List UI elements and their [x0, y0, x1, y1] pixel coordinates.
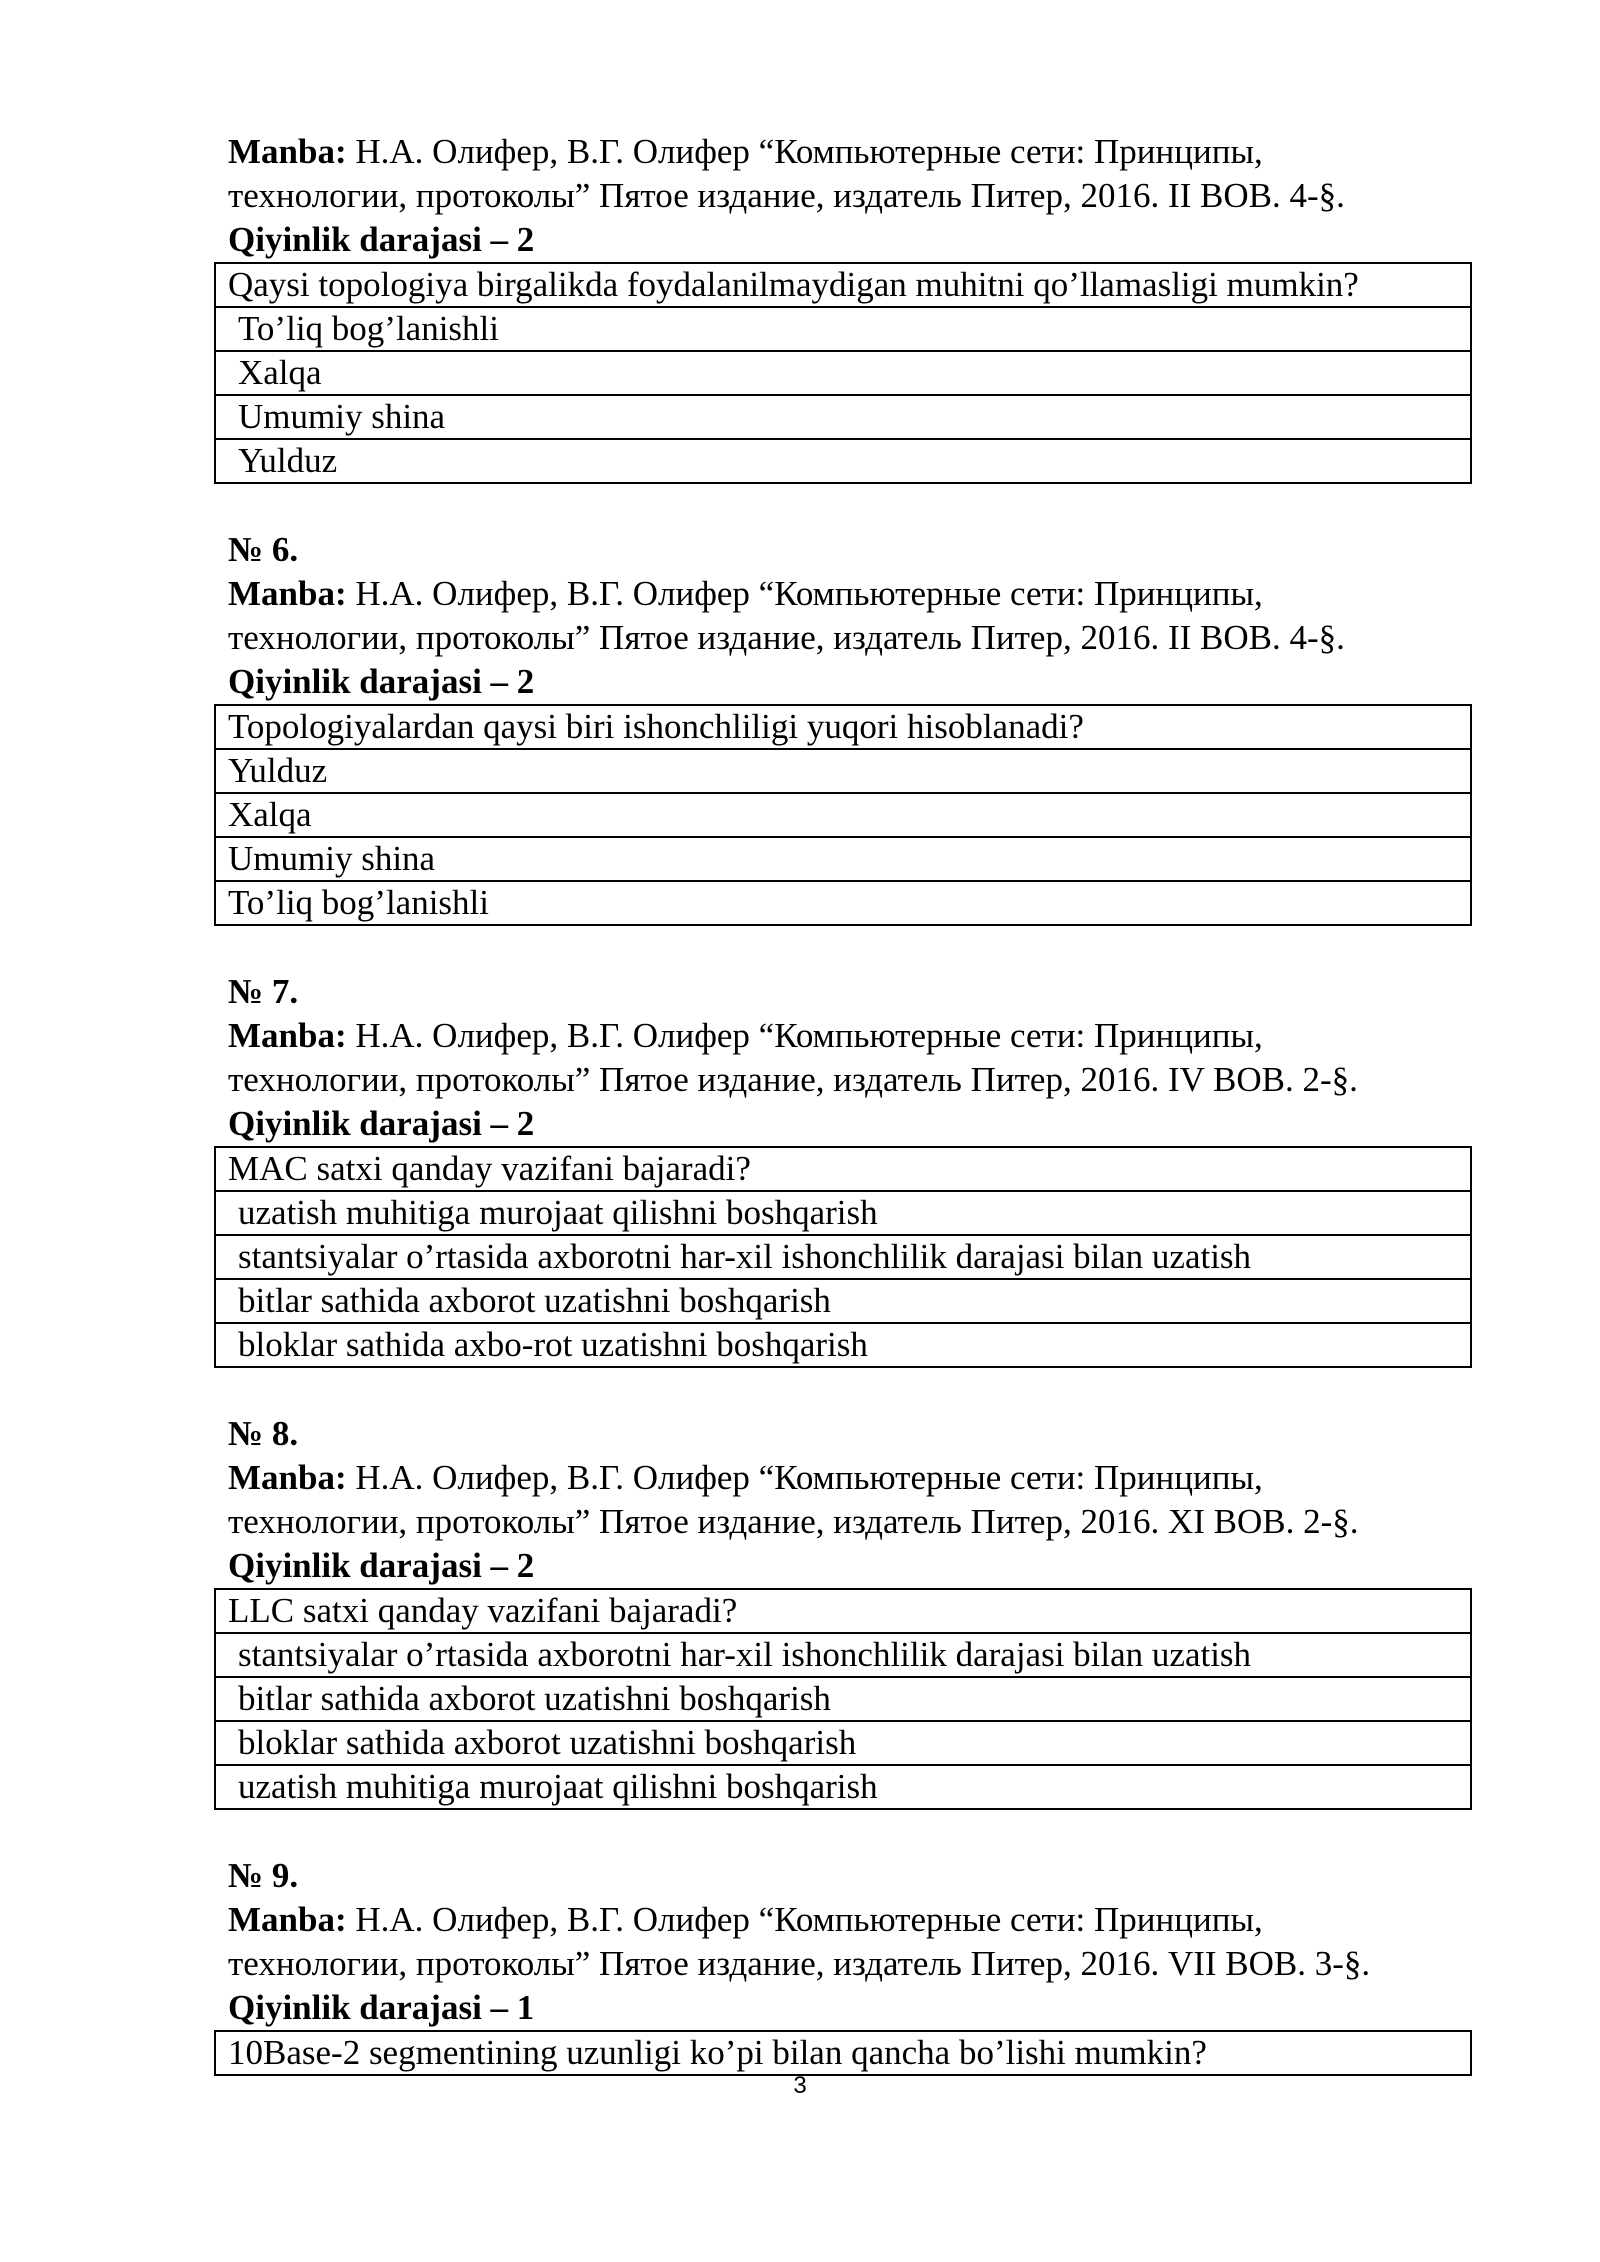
source-text: Н.А. Олифер, В.Г. Олифер “Компьютерные сети: Принципы, — [346, 1458, 1263, 1497]
difficulty-level: Qiyinlik darajasi – 2 — [228, 1104, 535, 1143]
difficulty-level: Qiyinlik darajasi – 1 — [228, 1988, 535, 2027]
answer-option: To’liq bog’lanishli — [215, 881, 1471, 925]
source-line — [228, 1898, 1472, 1942]
answer-option: uzatish muhitiga murojaat qilishni boshqarish — [215, 1765, 1471, 1809]
answer-option: Umumiy shina — [215, 395, 1471, 439]
question-number: № 8. — [228, 1414, 299, 1453]
question-block-8 — [228, 1412, 1472, 1810]
difficulty-level: Qiyinlik darajasi – 2 — [228, 1546, 535, 1585]
source-line — [228, 130, 1472, 174]
spacer — [228, 1368, 1472, 1412]
question-number: № 7. — [228, 972, 299, 1011]
page-number: 3 — [793, 2072, 807, 2099]
answer-option: uzatish muhitiga murojaat qilishni boshqarish — [215, 1191, 1471, 1235]
spacer — [228, 484, 1472, 528]
question-table — [214, 704, 1472, 926]
question-number: № 6. — [228, 530, 299, 569]
answer-option: bloklar sathida axborot uzatishni boshqarish — [215, 1721, 1471, 1765]
source-line — [228, 1014, 1472, 1058]
source-text: Н.А. Олифер, В.Г. Олифер “Компьютерные сети: Принципы, — [346, 1016, 1263, 1055]
answer-option: bitlar sathida axborot uzatishni boshqarish — [215, 1677, 1471, 1721]
answer-option: To’liq bog’lanishli — [215, 307, 1471, 351]
spacer — [228, 926, 1472, 970]
source-label: Manba: — [228, 1458, 347, 1497]
answer-option: Umumiy shina — [215, 837, 1471, 881]
source-label: Manba: — [228, 1016, 347, 1055]
source-text: Н.А. Олифер, В.Г. Олифер “Компьютерные сети: Принципы, — [346, 132, 1263, 171]
question-text: Qaysi topologiya birgalikda foydalanilmaydigan muhitni qo’llamasligi mumkin? — [215, 263, 1471, 307]
page-content — [228, 130, 1472, 2076]
difficulty-level: Qiyinlik darajasi – 2 — [228, 662, 535, 701]
answer-option: Yulduz — [215, 749, 1471, 793]
question-table — [214, 2030, 1472, 2076]
answer-option: Xalqa — [215, 351, 1471, 395]
question-table — [214, 1588, 1472, 1810]
source-line-2: технологии, протоколы” Пятое издание, издатель Питер, 2016. XI BOB. 2-§. — [228, 1502, 1359, 1541]
question-table — [214, 1146, 1472, 1368]
answer-option: stantsiyalar o’rtasida axborotni har-xil ishonchlilik darajasi bilan uzatish — [215, 1235, 1471, 1279]
source-label: Manba: — [228, 574, 347, 613]
difficulty-level: Qiyinlik darajasi – 2 — [228, 220, 535, 259]
source-line-2: технологии, протоколы” Пятое издание, издатель Питер, 2016. II BOB. 4-§. — [228, 176, 1345, 215]
source-label: Manba: — [228, 1900, 347, 1939]
source-line-2: технологии, протоколы” Пятое издание, издатель Питер, 2016. VII BOB. 3-§. — [228, 1944, 1371, 1983]
answer-option: Xalqa — [215, 793, 1471, 837]
source-text: Н.А. Олифер, В.Г. Олифер “Компьютерные сети: Принципы, — [346, 574, 1263, 613]
spacer — [228, 1810, 1472, 1854]
source-text: Н.А. Олифер, В.Г. Олифер “Компьютерные сети: Принципы, — [346, 1900, 1263, 1939]
question-text: Topologiyalardan qaysi biri ishonchliligi yuqori hisoblanadi? — [215, 705, 1471, 749]
source-line — [228, 572, 1472, 616]
answer-option: bloklar sathida axbo-rot uzatishni boshqarish — [215, 1323, 1471, 1367]
source-label: Manba: — [228, 132, 347, 171]
answer-option: Yulduz — [215, 439, 1471, 483]
question-block-7 — [228, 970, 1472, 1368]
source-line-2: технологии, протоколы” Пятое издание, издатель Питер, 2016. II BOB. 4-§. — [228, 618, 1345, 657]
source-line — [228, 1456, 1472, 1500]
question-block-9 — [228, 1854, 1472, 2076]
question-text: 10Base-2 segmentining uzunligi ko’pi bilan qancha bo’lishi mumkin? — [215, 2031, 1471, 2075]
question-block-5 — [228, 130, 1472, 484]
source-line-2: технологии, протоколы” Пятое издание, издатель Питер, 2016. IV BOB. 2-§. — [228, 1060, 1358, 1099]
question-number: № 9. — [228, 1856, 299, 1895]
question-block-6 — [228, 528, 1472, 926]
question-text: LLC satxi qanday vazifani bajaradi? — [215, 1589, 1471, 1633]
question-text: MAC satxi qanday vazifani bajaradi? — [215, 1147, 1471, 1191]
answer-option: bitlar sathida axborot uzatishni boshqarish — [215, 1279, 1471, 1323]
answer-option: stantsiyalar o’rtasida axborotni har-xil ishonchlilik darajasi bilan uzatish — [215, 1633, 1471, 1677]
question-table — [214, 262, 1472, 484]
